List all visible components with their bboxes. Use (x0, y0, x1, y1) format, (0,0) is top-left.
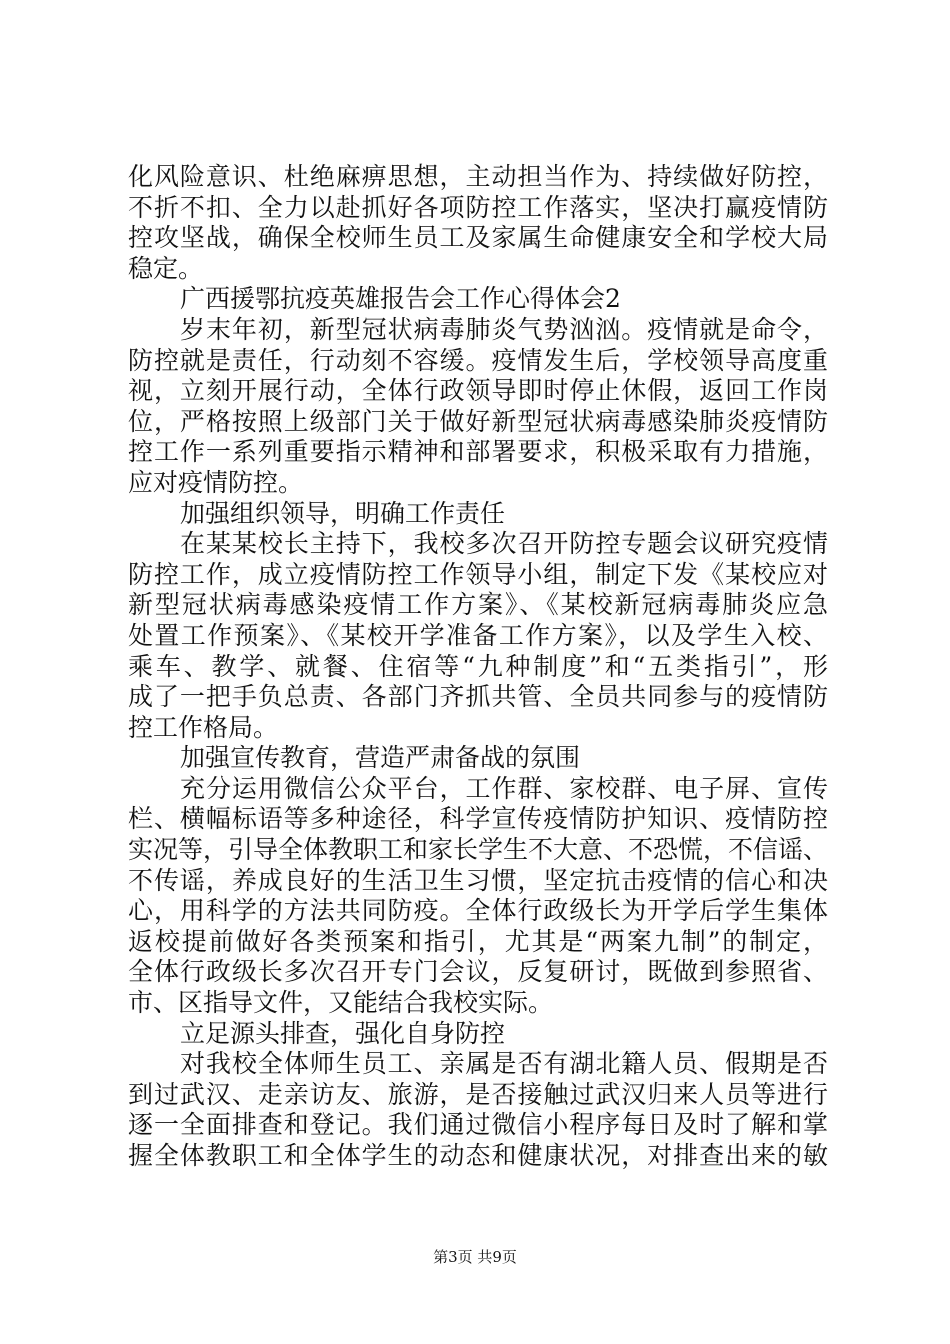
text-line: 乘车、教学、就餐、住宿等“九种制度”和“五类指引”，形 (128, 651, 828, 681)
text-line: 广西援鄂抗疫英雄报告会工作心得体会2 (180, 284, 621, 314)
text-line: 防控工作，成立疫情防控工作领导小组，制定下发《某校应对 (128, 559, 828, 589)
text-line: 在某某校长主持下，我校多次召开防控专题会议研究疫情 (180, 529, 828, 559)
document-body (128, 162, 828, 1172)
text-line: 新型冠状病毒感染疫情工作方案》、《某校新冠病毒肺炎应急 (128, 590, 828, 620)
text-line: 握全体教职工和全体学生的动态和健康状况，对排查出来的敏 (128, 1141, 828, 1170)
text-line: 控工作格局。 (128, 712, 279, 742)
text-line: 市、区指导文件，又能结合我校实际。 (128, 988, 554, 1018)
text-line: 不传谣，养成良好的生活卫生习惯，坚定抗击疫情的信心和决 (128, 865, 828, 895)
text-line: 立足源头排查，强化自身防控 (180, 1018, 506, 1048)
text-line: 处置工作预案》、《某校开学准备工作方案》，以及学生入校、 (128, 620, 828, 650)
text-line: 岁末年初，新型冠状病毒肺炎气势汹汹。疫情就是命令， (180, 314, 828, 344)
text-line: 稳定。 (128, 253, 204, 283)
text-line: 不折不扣、全力以赴抓好各项防控工作落实，坚决打赢疫情防 (128, 192, 828, 222)
text-line: 化风险意识、杜绝麻痹思想，主动担当作为、持续做好防控， (128, 162, 828, 191)
text-line: 实况等，引导全体教职工和家长学生不大意、不恐慌，不信谣、 (128, 835, 829, 865)
text-line: 位，严格按照上级部门关于做好新型冠状病毒感染肺炎疫情防 (128, 406, 828, 436)
text-line: 视，立刻开展行动，全体行政领导即时停止休假，返回工作岗 (128, 376, 828, 406)
text-line: 到过武汉、走亲访友、旅游，是否接触过武汉归来人员等进行 (128, 1079, 828, 1109)
text-line: 逐一全面排查和登记。我们通过微信小程序每日及时了解和掌 (128, 1110, 828, 1140)
text-line: 返校提前做好各类预案和指引，尤其是“两案九制”的制定， (128, 926, 828, 956)
text-line: 心，用科学的方法共同防疫。全体行政级长为开学后学生集体 (128, 896, 828, 926)
text-line: 全体行政级长多次召开专门会议，反复研讨，既做到参照省、 (128, 957, 828, 987)
text-line: 成了一把手负总责、各部门齐抓共管、全员共同参与的疫情防 (128, 682, 828, 712)
text-line: 加强宣传教育，营造严肃备战的氛围 (180, 743, 581, 773)
text-line: 充分运用微信公众平台，工作群、家校群、电子屏、宣传 (180, 773, 828, 803)
text-line: 加强组织领导，明确工作责任 (180, 498, 506, 528)
text-line: 控工作一系列重要指示精神和部署要求，积极采取有力措施， (128, 437, 828, 467)
page-footer: 第3页 共9页 (433, 1248, 517, 1266)
text-line: 栏、横幅标语等多种途径，科学宣传疫情防护知识、疫情防控 (128, 804, 828, 834)
text-line: 防控就是责任，行动刻不容缓。疫情发生后，学校领导高度重 (128, 345, 828, 375)
text-line: 应对疫情防控。 (128, 467, 304, 497)
text-line: 控攻坚战，确保全校师生员工及家属生命健康安全和学校大局 (128, 223, 828, 253)
text-line: 对我校全体师生员工、亲属是否有湖北籍人员、假期是否 (180, 1049, 828, 1079)
